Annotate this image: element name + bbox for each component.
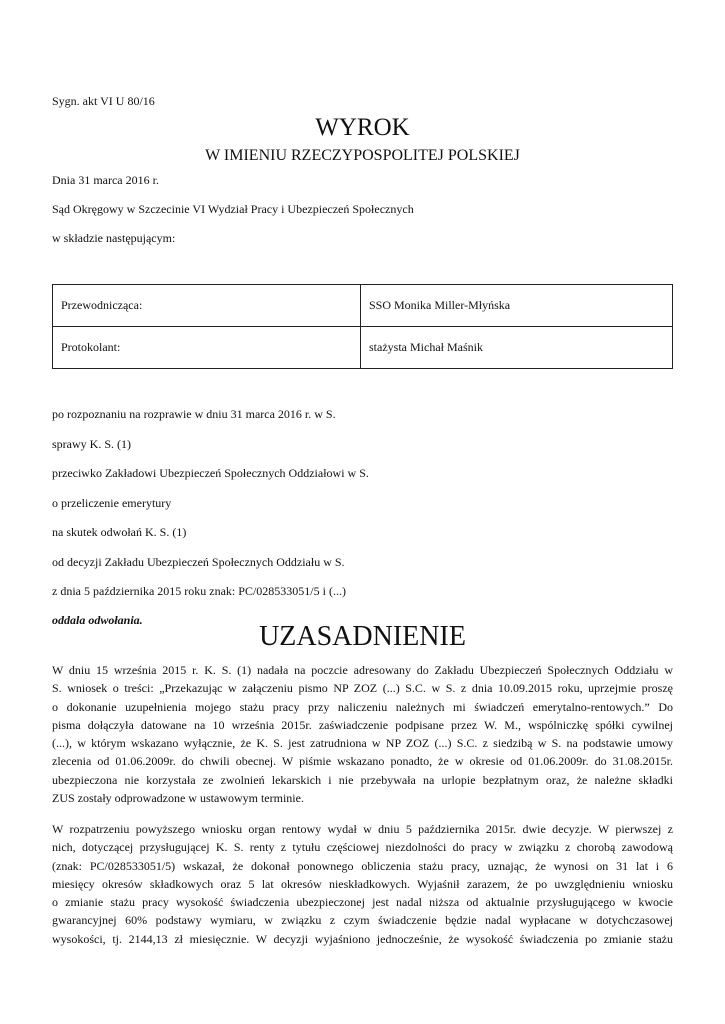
paragraph-line: o zmianie stażu pracy wysokość świadczenia ubezpieczonej jest nadal niższa od aktualnie przysługującego w kwocie [52, 895, 673, 910]
paragraph-line: (znak: PC/028533051/5) wskazał, że dokonał ponownego obliczenia stażu pracy, uznając, że wynosi on 31 lat i 6 [52, 858, 673, 873]
paragraph-line: o dokonanie uzupełnienia mojego stażu pracy przy naliczeniu należnych mi świadczeń emerytalno-rentowych.” Do [52, 699, 673, 714]
justification-paragraph-2 [52, 820, 673, 948]
paragraph-line: W rozpatrzeniu powyższego wniosku organ rentowy wydał w dniu 5 października 2015r. dwie decyzje. W pierwszej z [52, 822, 673, 836]
paragraph-line: zlecenia od 01.06.2009r. do chwili obecnej. W piśmie wskazano ponadto, że w okresie od 01.06.2009r. do 31.08.2015r. [52, 754, 673, 769]
case-line-party: sprawy K. S. (1) [52, 437, 131, 451]
panel-member-name: SSO Monika Miller-Młyńska [361, 285, 673, 327]
court-panel-table [52, 284, 673, 369]
panel-role: Przewodnicząca: [53, 285, 361, 327]
paragraph-line: wysokości, tj. 2144,13 zł miesięcznie. W decyzji wyjaśniono jednocześnie, że wysokość świadczenia po zmianie stażu [52, 931, 673, 946]
table-row [53, 327, 673, 369]
case-line-reference: z dnia 5 października 2015 roku znak: PC/028533051/5 i (...) [52, 584, 346, 598]
case-line-hearing: po rozpoznaniu na rozprawie w dniu 31 marca 2016 r. w S. [52, 407, 336, 421]
justification-title: UZASADNIENIE [259, 621, 466, 652]
document-title: WYROK [315, 114, 410, 141]
paragraph-line: nich, dotyczącej przysługującej K. S. renty z tytułu częściowej niezdolności do pracy w związku z chorobą zawodową [52, 840, 673, 855]
case-line-decision: od decyzji Zakładu Ubezpieczeń Społecznych Oddziału w S. [52, 555, 345, 569]
paragraph-line: gwarancyjnej 60% podstawy wymiaru, w związku z czym świadczenie będzie nadal wypłacane w dotychczasowej [52, 913, 673, 928]
panel-role: Protokolant: [53, 327, 361, 369]
paragraph-line: pisma dołączyła datowane na 10 września 2015r. zaświadczenie podpisane przez W. M., wspólniczkę spółki cywilnej [52, 717, 673, 732]
paragraph-line: S. wniosek o treści: „Przekazując w załączeniu pismo NP ZOZ (...) S.C. w S. z dnia 10.09.2015 roku, uprzejmie proszę [52, 681, 673, 696]
verdict: oddala odwołania. [52, 613, 143, 627]
justification-paragraph-1 [52, 661, 673, 807]
judgment-date: Dnia 31 marca 2016 r. [52, 173, 159, 187]
case-line-appeal: na skutek odwołań K. S. (1) [52, 525, 187, 539]
panel-member-name: stażysta Michał Maśnik [361, 327, 673, 369]
case-line-subject: o przeliczenie emerytury [52, 496, 172, 510]
paragraph-line: ZUS zostały odprowadzone w ustawowym terminie. [52, 791, 304, 806]
paragraph-line: ubezpieczona nie korzystała ze zwolnień lekarskich i nie przebywała na urlopie bezpłatnym oraz, że należne składki [52, 772, 673, 787]
table-row [53, 285, 673, 327]
case-signature: Sygn. akt VI U 80/16 [52, 94, 155, 108]
court-name: Sąd Okręgowy w Szczecinie VI Wydział Pracy i Ubezpieczeń Społecznych [52, 202, 414, 216]
paragraph-line: (...), w którym wskazano wyłącznie, że K. S. jest zatrudniona w NP ZOZ (...) S.C. z siedzibą w S. na podstawie umowy [52, 736, 673, 751]
composition-label: w składzie następującym: [52, 231, 176, 245]
case-line-defendant: przeciwko Zakładowi Ubezpieczeń Społecznych Oddziałowi w S. [52, 466, 369, 480]
paragraph-line: W dniu 15 września 2015 r. K. S. (1) nadała na poczcie adresowany do Zakładu Ubezpieczeń Społecznych Oddziału w [52, 663, 673, 677]
paragraph-line: miesięcy okresów składkowych oraz 5 lat okresów nieskładkowych. Wyjaśnił zarazem, że po uwzględnieniu wniosku [52, 876, 673, 891]
document-subtitle: W IMIENIU RZECZYPOSPOLITEJ POLSKIEJ [205, 147, 520, 164]
